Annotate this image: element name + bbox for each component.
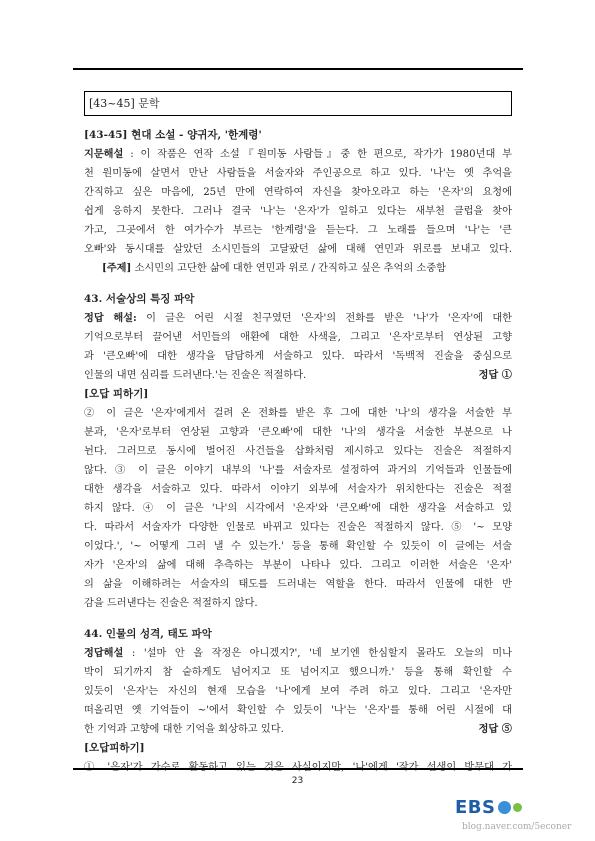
body-line [84,328,512,347]
body-text: : '설마 안 올 작정은 아니겠지?', '네 보기엔 한심할지 몰라도 오늘의 미나 [123,648,512,659]
body-text: : 이 작품은 연작 소설『원미동 사람들』중 한 편으로, 작가가 1980년대 부 [123,149,512,160]
line-text [84,202,512,221]
body-text: 기억으로부터 끌어낸 서민들의 애환에 대한 사색을, 그리고 '은자'로부터 연상된 고향 [84,332,512,343]
answer-line [84,366,512,385]
line-text [84,663,512,682]
body-line [84,518,512,537]
line-label: 정답해설 [84,647,124,659]
body-line [84,442,512,461]
body-text: 떠올리면 옛 기억들이 ~'에서 확인할 수 있듯이 '나'는 '은자'를 통해 어린 시절에 대 [84,705,512,716]
body-text: 않다. ③ 이 글은 이야기 내부의 '나'를 서술자로 설정하여 과거의 기억들과 인물들에 [84,465,512,476]
body-text: 자가 '은자'의 삶에 대해 추측하는 부분이 나타나 있다. 그리고 이러한 서술은 '은자' [84,560,512,571]
answer-mark: 정답 ⑤ [478,723,512,735]
body-text: 과 '큰오빠'에 대한 생각을 담담하게 서술하고 있다. 따라서 '독백적 진술을 중심으로 [84,351,512,362]
line-text [84,644,512,663]
line-text [84,328,512,347]
body-line [84,499,512,518]
title-text: [오답 피하기] [84,388,149,400]
line-text [84,442,512,461]
title-text: 44. 인물의 성격, 태도 파악 [84,628,212,640]
answer-mark: 정답 ① [478,369,512,381]
body-line [84,183,512,202]
body-line [84,556,512,575]
body-text: 대한 생각을 서술하고 있다. 따라서 이야기 외부에 서술자가 위치한다는 진술은 적절 [84,484,512,495]
line-text [84,309,512,328]
body-text: 이었다.', '~ 어떻게 그러 낼 수 있는가.' 등을 통해 확인할 수 있듯이 이 글에는 서술 [84,541,512,552]
body-text: 박이 되기까지 참 숱하게도 넘어지고 또 넘어지고 했으니까.' 등을 통해 확인할 수 [84,667,512,678]
logo-dot-blue [498,801,511,814]
body-line [84,309,512,328]
line-label: 지문해설 [84,148,124,160]
title-text: [43-45] 현대 소설 - 양귀자, '한계령' [84,129,262,141]
body-text: 하지 않다. ④ 이 글은 '나'의 시각에서 '은자'와 '큰오빠'에 대한 생각을 서술하고 있 [84,503,512,514]
body-text: ② 이 글은 '은자'에게서 걸려 온 전화를 받은 후 그에 대한 '나'의 생각을 서술한 부 [84,408,512,419]
body-text: 의 삶을 이해하려는 서술자의 태도를 드러내는 역할을 한다. 따라서 인물에 대한 반 [84,579,512,590]
body-text: 소시민의 고단한 삶에 대한 연민과 위로 / 간직하고 싶은 추억의 소중함 [131,263,446,274]
body-line [84,145,512,164]
line-text [84,145,512,164]
body-line [84,461,512,480]
body-text: 오빠'와 동시대를 살았던 소시민들의 고달팠던 삶에 대해 연민과 위로를 보내고 있다. [84,244,512,255]
line-text [84,404,512,423]
line-text [84,480,512,499]
line-text [84,183,512,202]
body-line [84,644,512,663]
bottom-rule [73,768,523,770]
line-text [84,556,512,575]
line-text [84,701,512,720]
theme-line [84,259,512,278]
body-line [84,347,512,366]
section-title [84,739,512,758]
section-header-box: [43~45] 문학 [84,91,512,116]
top-rule [73,68,523,70]
section-title [84,290,512,309]
body-text: 이 글은 어린 시절 친구였던 '은자'의 전화를 받은 '나'가 '은자'에 대한 [136,313,512,324]
body-text: 한 기억과 고향에 대한 기억을 회상하고 있다. [84,724,284,735]
title-text: 43. 서술상의 특징 파악 [84,293,195,305]
section-title [84,625,512,644]
body-line [84,682,512,701]
body-line [84,480,512,499]
body-line [84,537,512,556]
line-label: 정답 해설: [84,312,137,324]
section-title [84,126,512,145]
answer-line [84,720,512,739]
line-text [84,518,512,537]
section-gap [84,613,512,625]
body-text: 뉜다. 그러므로 동시에 벌어진 사건들을 삽화처럼 제시하고 있다는 진술은 적절하지 [84,446,512,457]
body-line [84,663,512,682]
line-text [84,240,512,259]
line-text [84,164,512,183]
line-label: [주제] [102,262,132,274]
body-text: 있듯이 '은자'는 자신의 현재 모습을 '나'에게 보여 주려 하고 있다. 그리고 '은자만 [84,686,512,697]
logo-text: EBS [455,797,496,818]
line-text [84,423,512,442]
ebs-logo [455,797,522,818]
line-text [84,537,512,556]
logo-dots-icon [498,801,522,814]
logo-dot-green [513,803,522,812]
line-text [84,461,512,480]
blog-watermark: blog.naver.com/5econer [462,822,572,832]
body-line [84,404,512,423]
body-text: 가고, 그곳에서 한 여가수가 부르는 '한계령'을 듣는다. 그 노래를 들으며 '나'는 '큰 [84,225,512,236]
line-text [84,575,512,594]
line-text [84,347,512,366]
body-line [84,164,512,183]
body-text: 감을 드러낸다는 진술은 적절하지 않다. [84,598,258,609]
section-gap [84,278,512,290]
body-line [84,240,512,259]
body-line [84,202,512,221]
line-text [84,594,258,613]
section-title [84,385,512,404]
body-text: 분과, '은자'로부터 연상된 고향과 '큰오빠'에 대한 '나'의 생각을 서술한 부분으로 나 [84,427,512,438]
line-text [84,499,512,518]
line-text [84,221,512,240]
body-line [84,701,512,720]
body-text: 천 원미동에 살면서 만난 사람들을 서술자와 주인공으로 하고 있다. '나'는 옛 추억을 [84,168,512,179]
body-line [84,221,512,240]
body-line [84,423,512,442]
line-text [84,682,512,701]
body-text: 쉽게 응하지 못한다. 그러나 결국 '나'는 '은자'가 일하고 있다는 새부천 클럽을 찾아 [84,206,512,217]
body-line [84,575,512,594]
title-text: [오답피하기] [84,742,145,754]
body-line [84,594,512,613]
body-text: 다. 따라서 서술자가 다양한 인물로 바뀌고 있다는 진술은 적절하지 않다. ⑤ '~ 모양 [84,522,512,533]
body-text: 간직하고 싶은 마음에, 25년 만에 연락하여 자신을 찾아오라고 하는 '은자'의 요청에 [84,187,512,198]
document-body [84,126,512,777]
body-text: 인물의 내면 심리를 드러낸다.'는 진술은 적절하다. [84,370,307,381]
line-text [102,259,446,278]
page-number: 23 [291,776,304,786]
